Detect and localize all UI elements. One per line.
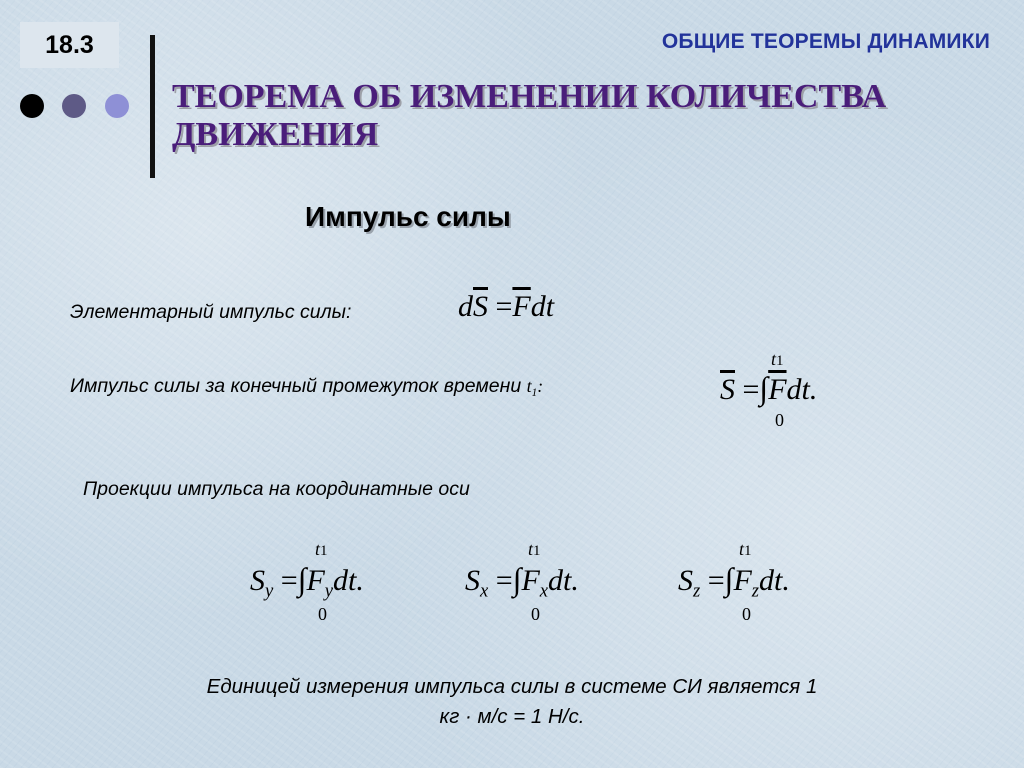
t1-label: $t_1$: — [526, 376, 544, 399]
page-title: ТЕОРЕМА ОБ ИЗМЕНЕНИИ КОЛИЧЕСТВА ДВИЖЕНИЯ — [172, 78, 887, 153]
proj-x-lower-limit: 0 — [531, 604, 540, 624]
dS-symbol: $d\overline{S}$ — [458, 290, 488, 323]
si-unit-line2: кг · м/с = 1 Н/с. — [439, 705, 585, 728]
si-unit-line1: Единицей измерения импульса силы в системе СИ является 1 — [206, 675, 818, 698]
projection-z-formula: $S_z =\int F_zdt$. — [678, 561, 790, 602]
title-divider — [150, 35, 155, 178]
slide-number: 18.3 — [20, 22, 119, 68]
proj-x-upper-limit: t1 — [528, 539, 541, 559]
section-title: ОБЩИЕ ТЕОРЕМЫ ДИНАМИКИ — [661, 30, 990, 53]
proj-y-upper-limit: t1 — [315, 539, 328, 559]
projections-label: Проекции импульса на координатные оси — [83, 478, 470, 500]
nav-dot-black — [20, 94, 44, 118]
finite-impulse-label: Импульс силы за конечный промежуток времени $t_1$: — [70, 375, 544, 399]
finite-upper-limit: t1 — [771, 349, 784, 369]
si-unit-note — [0, 672, 1024, 732]
nav-dot-lavender — [105, 94, 129, 118]
subtitle: Импульс силы — [305, 201, 511, 232]
finite-lower-limit: 0 — [775, 410, 784, 430]
nav-dot-purple — [62, 94, 86, 118]
elementary-impulse-label: Элементарный импульс силы: — [70, 301, 352, 323]
proj-z-lower-limit: 0 — [742, 604, 751, 624]
projection-y-formula: $S_y =\int F_ydt$. — [250, 561, 364, 602]
projection-x-formula: $S_x =\int F_xdt$. — [465, 561, 579, 602]
finite-impulse-formula: $\overline{S} =\int\overline{F}dt$. — [720, 370, 818, 406]
proj-y-lower-limit: 0 — [318, 604, 327, 624]
elementary-impulse-formula: $d\overline{S} =\overline{F}dt$ — [458, 290, 555, 323]
proj-z-upper-limit: t1 — [739, 539, 752, 559]
integral-sign: ∫ — [759, 370, 769, 406]
